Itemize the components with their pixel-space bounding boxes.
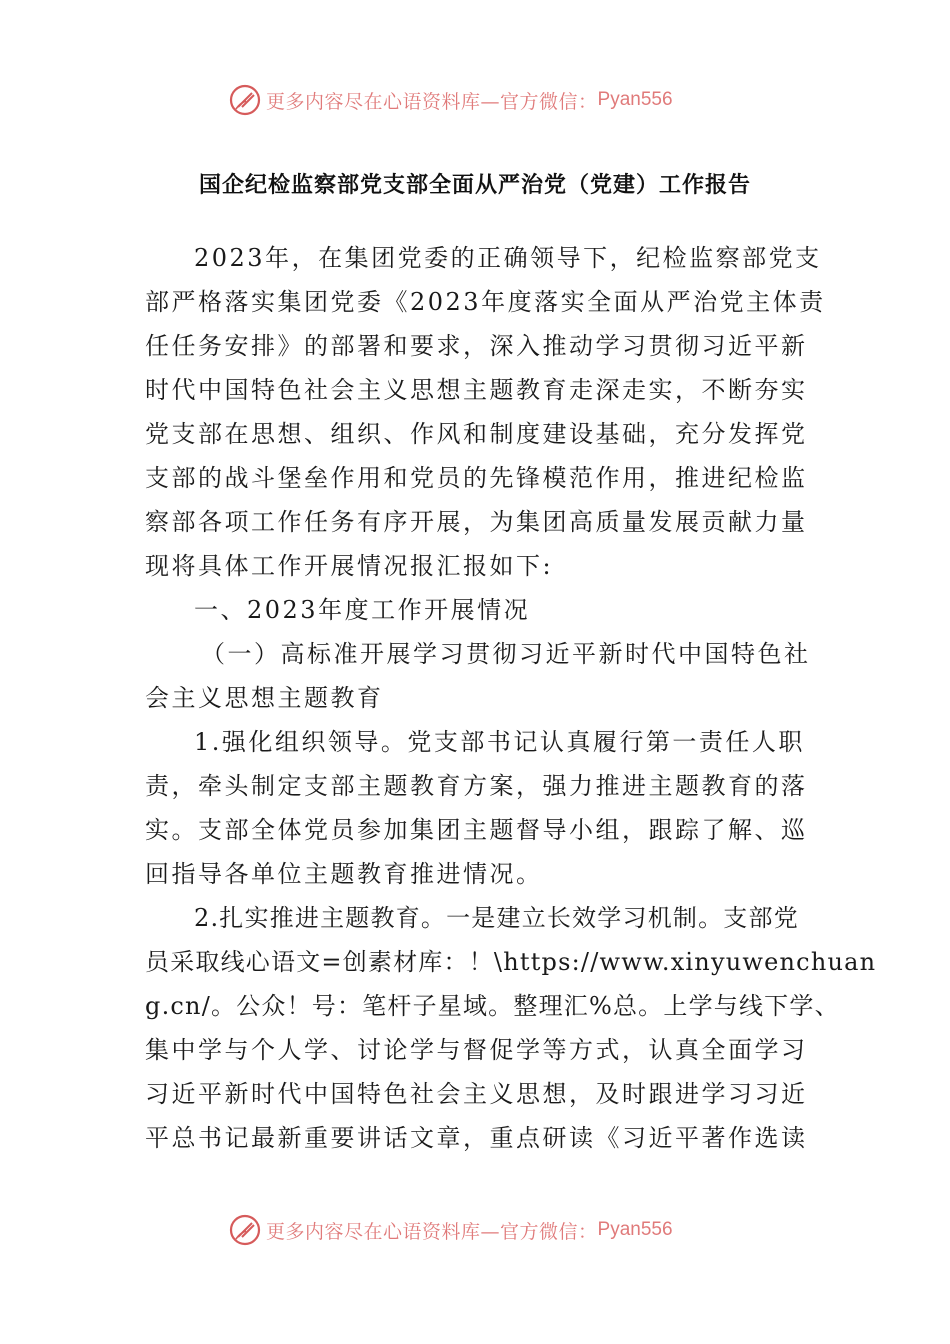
body-line: 1.强化组织领导。党支部书记认真履行第一责任人职 [194,728,805,756]
watermark-banner-bottom [228,1210,748,1250]
quill-logo-icon [228,1213,262,1247]
watermark-wechat-id: Pyan556 [597,1219,673,1240]
body-line: 党支部在思想、组织、作风和制度建设基础，充分发挥党 [145,420,808,448]
watermark-text: 更多内容尽在心语资料库—官方微信： [266,90,598,113]
body-line: 集中学与个人学、讨论学与督促学等方式，认真全面学习 [145,1036,808,1064]
subsection-heading-cont: 会主义思想主题教育 [145,684,384,712]
subsection-heading: （一）高标准开展学习贯彻习近平新时代中国特色社 [201,640,811,668]
body-line: 支部的战斗堡垒作用和党员的先锋模范作用，推进纪检监 [145,464,808,492]
body-line: 平总书记最新重要讲话文章，重点研读《习近平著作选读 [145,1124,808,1152]
body-line: 员采取线心语文=创素材库：！\https://www.xinyuwenchuan [145,948,877,976]
document-title: 国企纪检监察部党支部全面从严治党（党建）工作报告 [198,173,751,198]
body-line: 现将具体工作开展情况报汇报如下: [145,552,554,580]
body-line: 回指导各单位主题教育推进情况。 [145,860,543,888]
body-line: 部严格落实集团党委《2023年度落实全面从严治党主体责 [145,288,826,316]
watermark-wechat-id: Pyan556 [597,89,673,110]
body-line: 时代中国特色社会主义思想主题教育走深走实，不断夯实 [145,376,808,404]
watermark-banner-top [228,80,748,120]
body-line: 察部各项工作任务有序开展，为集团高质量发展贡献力量 [145,508,808,536]
quill-logo-icon [228,83,262,117]
body-line: 责，牵头制定支部主题教育方案，强力推进主题教育的落 [145,772,808,800]
body-line: 2023年，在集团党委的正确领导下，纪检监察部党支 [194,244,822,272]
watermark-text: 更多内容尽在心语资料库—官方微信： [266,1220,598,1243]
document-body [145,236,877,1160]
body-line: 习近平新时代中国特色社会主义思想，及时跟进学习习近 [145,1080,808,1108]
body-line: 实。支部全体党员参加集团主题督导小组，跟踪了解、巡 [145,816,808,844]
section-heading: 一、2023年度工作开展情况 [194,596,531,624]
body-line: g.cn/。公众！号：笔杆子星域。整理汇%总。上学与线下学、 [145,992,840,1020]
body-line: 2.扎实推进主题教育。一是建立长效学习机制。支部党 [194,904,799,932]
body-line: 任任务安排》的部署和要求，深入推动学习贯彻习近平新 [145,332,808,360]
